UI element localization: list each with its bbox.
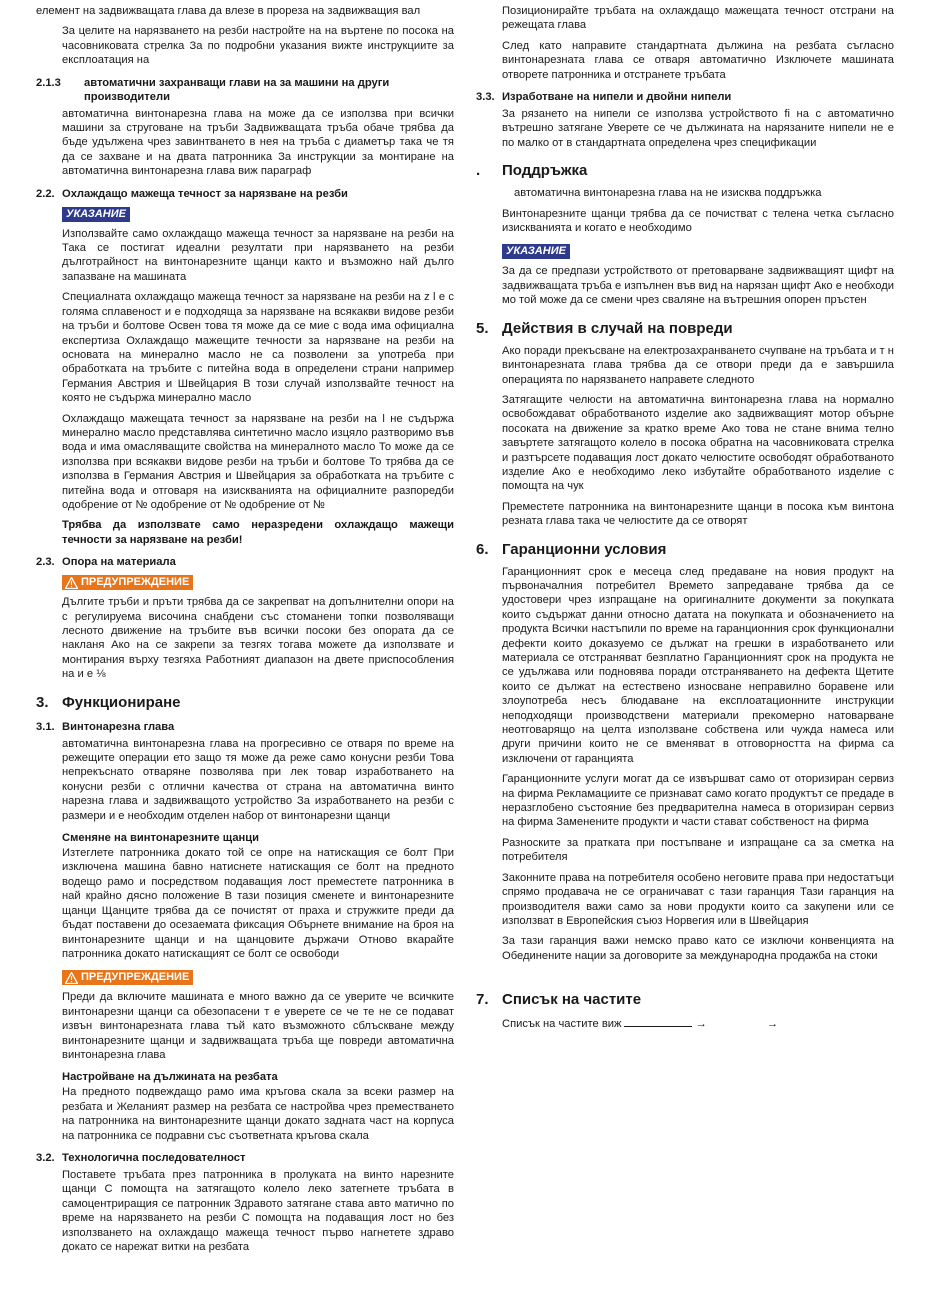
section-title: Списък на частите	[502, 991, 642, 1009]
paragraph: След като направите стандартната дължина на резбата съгласно винтонарезната глава се отваря автоматично Изключете машината отворете патронника и отстранете тръбата	[502, 39, 894, 81]
parts-list-reference	[502, 1015, 894, 1030]
section-number: 2.3.	[36, 556, 55, 569]
paragraph: За да се предпази устройството от претоварване задвижващият щифт на задвижващата тръба е изпълнен във вид на нарязан щифт Ако е необходи мо той може да се смени чрез сваляне на вътрешния опорен пръстен	[502, 265, 894, 307]
subsection-heading	[36, 1151, 454, 1165]
warning-label: ПРЕДУПРЕЖДЕНИЕ	[81, 576, 190, 589]
parts-list-text: Списък на частите виж	[502, 1018, 622, 1031]
subsection-heading	[36, 76, 454, 104]
paragraph: Позиционирайте тръбата на охлаждащо мажещата течност отстрани на режещата глава	[502, 5, 894, 32]
section-number: 3.2.	[36, 1151, 55, 1164]
section-heading	[476, 541, 894, 559]
section-number: 6.	[476, 540, 489, 558]
section-title: автоматични захранващи глави на за машини на други производители	[84, 76, 390, 103]
left-column	[36, 4, 454, 1260]
warning-label: ПРЕДУПРЕЖДЕНИЕ	[81, 971, 190, 984]
arrow-right-icon: →	[695, 1018, 707, 1031]
note-badge: УКАЗАНИЕ	[62, 207, 130, 222]
section-title: Действия в случай на повреди	[502, 319, 733, 337]
section-title: Винтонарезна глава	[62, 720, 175, 733]
paragraph: автоматична винтонарезна глава на може да се използва при всички машини за струговане на тръби Задвижващата тръба обаче трябва да бъде удължена чрез завинтването в нея на тръба с диаметър така че тя да се захване и на двата патронника За инструкции за монтиране на автоматична винтонарезна глава виж параграф	[62, 107, 454, 178]
paragraph: Изтеглете патронника докато той се опре на натискащия се болт При изключена машина бавно натиснете натискащия се болт на предното водещо рамо и посредством подаващия лост преместете патронника в най крайно дясно положение В тази позиция сменете и винтонарезните щанци Щанците трябва да се почистят от праха и стружките преди да бъдат поставени до осезаемата фиксация Обърнете внимание на броя на винтонарезните щанци и на щанцовите държачи Отново вкарайте патронника докато натискащият се болт се освободи	[62, 847, 454, 960]
paragraph: Разноските за пратката при постъпване и изпращане са за сметка на потребителя	[502, 836, 894, 864]
section-number: 5.	[476, 319, 489, 337]
paragraph: На предното подвеждащо рамо има кръгова скала за всеки размер на резбата и Желаният размер на резбата се настройва чрез преместването на патронника на винтонарезните щанци докато задната част на корпуса на патронника се подравни със съответната кръгова скала	[62, 1086, 454, 1142]
section-number: 7.	[476, 991, 489, 1009]
paragraph-bold: Трябва да използвате само неразредени охлаждащо мажещи течности за нарязване на резби!	[62, 519, 454, 546]
section-number: .	[476, 162, 481, 180]
subsection-heading	[476, 90, 894, 104]
paragraph: Гаранционният срок е месеца след предаване на новия продукт на първоначалния потребител Времето запредаване трябва да се удостовери чрез изпращане на оригиналните документи за покупката които съдържат данни относно датата на покупката и обозначението на продукта Всички настъпили по време на гаранционния срок функционални дефекти които доказуемо се дължат на грешки в изработването или материала се отстраняват безплатно Гаранционният срок на продукта не се удължава или подновява поради отстраняването на дефекта Щетите които се дължат на естествено износване неправилно боравене или злоупотреба несъ блюдаване на експлоатационните инструкции неподходящи производствени материали прекомерно натоварване неотговарящо на целта използване собствена или чужда намеса или други причини които не се вменяват в отговорността на фирма са изключени от гаранцията	[502, 565, 894, 765]
section-title: Опора на материала	[62, 556, 176, 569]
section-number: 2.1.3	[36, 76, 61, 89]
subsection-heading	[36, 187, 454, 201]
section-title: Гаранционни условия	[502, 540, 667, 558]
section-number: 3.	[36, 693, 49, 711]
note-badge: УКАЗАНИЕ	[502, 244, 570, 259]
section-number: 2.2.	[36, 187, 55, 200]
section-heading	[476, 162, 894, 180]
arrow-right-icon: →	[766, 1018, 778, 1031]
section-title: Технологична последователност	[62, 1151, 246, 1164]
paragraph: Преди да включите машината е много важно да се уверите че всичките винтонарезни щанци са обезопасени т е уверете се че те не се подават извън винтонарезната глава тъй като възможното сблъскване между винтонарезните щанци и задвижващата тръба ще повреди автоматична винтонарезна глава	[62, 991, 454, 1061]
paragraph: Законните права на потребителя особено неговите права при недостатъци спрямо продавача не се ограничават с тази гаранция Тази гаранция на производителя важи само за нови продукти които са закупени или се използват в Европейския съюз Норвегия или в Швейцария	[502, 871, 894, 927]
paragraph: Дългите тръби и пръти трябва да се закрепват на допълнителни опори на с регулируема височина снабдени със стоманени топки позволяващи лесното движение на тръбите във всички посоки без опората да се накланя Ако на се закрепи за тезгях тогава можете да използвате и монтирания върху тезгяха Работният диапазон на двете приспособления на и е ⅛	[62, 596, 454, 681]
paragraph: Специалната охлаждащо мажеща течност за нарязване на резби на z l e с голяма сплавеност и е подходяща за нарязване на всякакви видове резби на тръби и болтове Освен това тя може да се мие с вода има официална експертиза Охлаждащо мажещите течности за нарязване на резби на основата на минерално масло не са позволени за употреба при обработката на тръбите с питейна вода в определени страни например Германия Австрия и Швейцария В този случай използвайте течност на която не съдържа минерално масло	[62, 291, 454, 405]
paragraph-heading: Сменяне на винтонарезните щанци	[62, 832, 260, 845]
blank-underline	[624, 1015, 692, 1027]
paragraph: Затягащите челюсти на автоматична винтонарезна глава на нормално освобождават обработваното изделие ако задвижващият мотор обърне посоката на движение за кратко време Ако това не стане внима телно завъртете затягащото колело в посока обратна на часовниковата стрелка и разтърсете подаващия лост докато челюстите освободят обработваното изделие Ако е необходимо леко избутайте обработваното изделие с помощта на чук	[502, 393, 894, 493]
section-title: Охлаждащо мажеща течност за нарязване на резби	[62, 187, 348, 200]
right-column	[476, 4, 894, 1030]
warning-badge	[62, 970, 193, 985]
paragraph: Използвайте само охлаждащо мажеща течност за нарязване на резби на Така се постигат идеални резултати при нарязването на резби дълготрайност на винтонарезните щанци както и възможно най дълго запазване на машината	[62, 227, 454, 283]
paragraph: За целите на нарязването на резби настройте на на въртене по посока на часовниковата стрелка За по подробни указания вижте инструкциите за експлоатация на	[62, 25, 454, 67]
subsection-heading	[36, 555, 454, 569]
section-title: Поддръжка	[502, 162, 588, 180]
section-number: 3.3.	[476, 91, 495, 104]
section-heading	[476, 991, 894, 1009]
warning-triangle-icon	[65, 577, 78, 589]
paragraph: Преместете патронника на винтонарезните щанци в посока към винтона резната глава така че челюстите да се отворят	[502, 500, 894, 528]
paragraph: Гаранционните услуги могат да се извършват само от оторизиран сервиз на фирма Рекламациите се признават само когато продуктът се предаде в неразглобено състояние без предварителна намеса в оторизиран сервиз на фирма Заменените продукти и части стават собственост на фирма	[502, 773, 894, 829]
section-number: 3.1.	[36, 720, 55, 733]
paragraph: Охлаждащо мажещата течност за нарязване на резби на l не съдържа минерално масло представлява синтетично масло изцяло разтворимо във вода и има омасляващите свойства на минералното масло То може да се използва при всякакви видове резби на тръби и болтове То трябва да се използва в Германия Австрия и Швейцария за обработката на тръбите с питейна вода и отговаря на изискванията на официалните разпоредби одобрение от № одобрение от № одобрение от №	[62, 412, 454, 511]
warning-badge	[62, 575, 193, 590]
paragraph-heading: Настройване на дължината на резбата	[62, 1071, 278, 1084]
paragraph: Поставете тръбата през патронника в пролуката на винто нарезните щанци С помощта на затягащото колело леко затегнете тръбата в самоцентриращия се патронник Здравото затягане става авто матично по време на нарязването на резби С помощта на подаващия лост но без използването на охлаждащо мажеща течност първо нагнетете здраво докато се нарежат витки на резбата	[62, 1168, 454, 1253]
paragraph: автоматична винтонарезна глава на не изисква поддръжка	[514, 187, 822, 200]
paragraph: елемент на задвижващата глава да влезе в прореза на задвижващия вал	[36, 5, 421, 17]
paragraph: Винтонарезните щанци трябва да се почистват с телена четка съгласно изискванията и когато е необходимо	[502, 207, 894, 235]
paragraph: За тази гаранция важи немско право като се изключи конвенцията на Обединените нации за договорите за международна продажба на стоки	[502, 935, 894, 962]
section-title: Функциониране	[62, 693, 181, 711]
subsection-heading	[36, 720, 454, 734]
section-heading	[36, 694, 454, 712]
paragraph: За рязането на нипели се използва устройството fi на с автоматично вътрешно затягане Уверете се че дължината на нарязаните нипели не е по малко от в стандартната определена чрез спецификации	[502, 108, 894, 149]
paragraph: автоматична винтонарезна глава на прогресивно се отваря по време на режещите операции ето защо тя може да реже само конусни резби Това непрекъснато отваряне позволява при лек товар изработването на конусни резби с отлични качества от страна на автоматична винто нарезна глава и задвижващото устройство За изработването на резби с размери и е необходим отделен набор от винтонарезни щанци	[62, 737, 454, 822]
paragraph: Ако поради прекъсване на електрозахранването счупване на тръбата и т н винтонарезната глава трябва да се отвори преди да е завършила операцията по нарязването направете следното	[502, 344, 894, 386]
section-heading	[476, 320, 894, 338]
warning-triangle-icon	[65, 972, 78, 984]
section-title: Изработване на нипели и двойни нипели	[502, 91, 732, 104]
